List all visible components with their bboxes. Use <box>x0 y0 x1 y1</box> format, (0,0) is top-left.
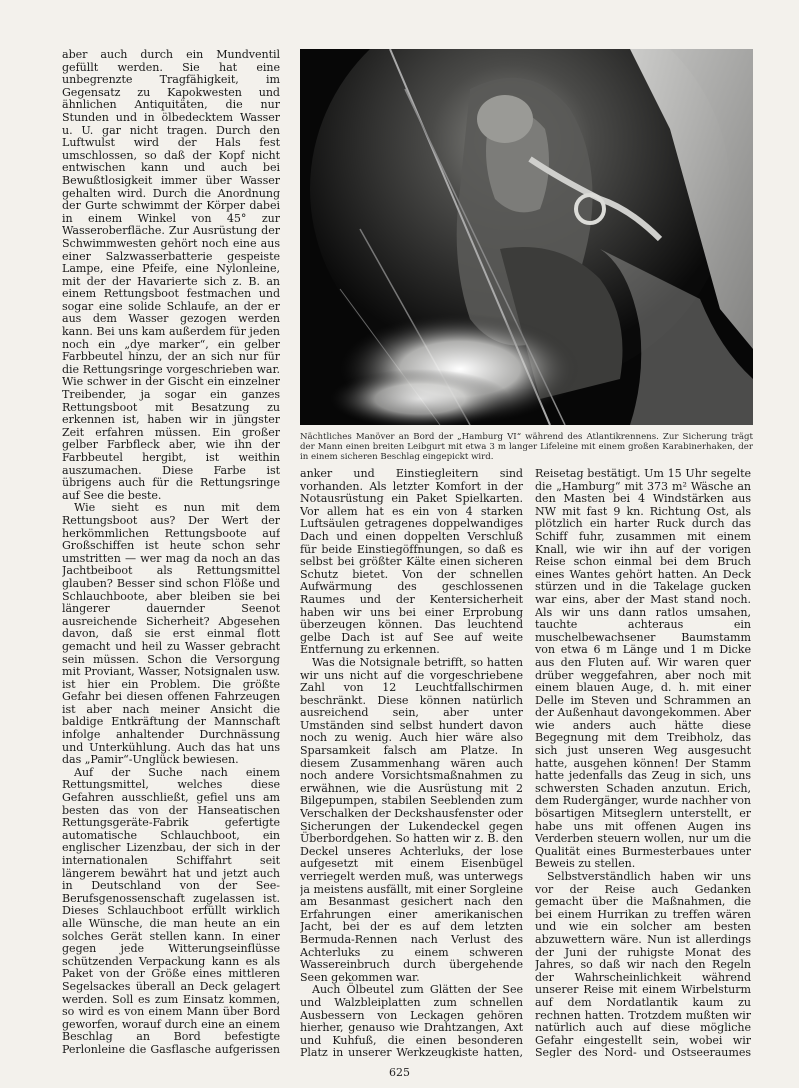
text-column-2 <box>300 468 523 1058</box>
photo-caption: Nächtliches Manöver an Bord der „Hamburg VI“ während des Atlantikrennens. Zur Sicherung trägt der Mann einen breiten Leibgurt mit etwa 3 m langer Lifeleine mit einem großen Karabinerhaken, der in einem sicheren Beschlag eingepickt wird. <box>300 432 753 462</box>
paragraph: Reisetag bestätigt. Um 15 Uhr segelte die „Hamburg“ mit 373 m² Wäsche an den Masten bei 4 Windstärken aus NW mit fast 9 kn. Richtung Ost, als plötzlich ein harter Ruck durch das Schiff fuhr, zusammen mit einem Knall, wie wir ihn auf der vorigen Reise schon einmal bei dem Bruch eines Wantes gehört hatten. An Deck stürzen und in die Takelage gucken war eins, aber der Mast stand noch. Als wir uns dann ratlos umsahen, tauchte achteraus ein muschelbewachsener Baumstamm von etwa 6 m Länge und 1 m Dicke aus den Fluten auf. Wir waren quer drüber weggefahren, aber noch mit einem blauen Auge, d. h. mit einer Delle im Steven und Schrammen an der Außenhaut davongekommen. Aber wie anders auch hätte diese Begegnung mit dem Treibholz, das sich just unseren Weg ausgesucht hatte, ausgehen können! Der Stamm hatte jedenfalls das Zeug in sich, uns schwersten Schaden anzutun. Erich, dem Rudergänger, wurde nachher von bösartigen Mitseglern unterstellt, er habe uns mit offenen Augen ins Verderben steuern wollen, nur um die Qualität eines Burmesterbaues unter Beweis zu stellen. <box>535 468 751 871</box>
paragraph: Was die Notsignale betrifft, so hatten wir uns nicht auf die vorgeschriebene Zahl von 12 Leuchtfallschirmen beschränkt. Diese können natürlich ausreichend sein, aber unter Umständen sind selbst hundert davon noch zu wenig. Auch hier wäre also Sparsamkeit falsch am Platze. In diesem Zusammenhang wären auch noch andere Vorsichtsmaßnahmen zu erwähnen, wie die Ausrüstung mit 2 Bilgepumpen, stabilen Seeblenden zum Verschalken der Deckshausfenster oder Sicherungen der Lukendeckel gegen Überbordgehen. So hatten wir z. B. den Deckel unseres Achterluks, der lose aufgesetzt mit einem Eisenbügel verriegelt werden muß, was unterwegs ja meistens ausfällt, mit einer Sorgleine am Besanmast gesichert nach den Erfahrungen einer amerikanischen Jacht, bei der es auf dem letzten Bermuda-Rennen nach Verlust des Achterluks zu einem schweren Wassereinbruch durch übergehende Seen gekommen war. <box>300 655 523 984</box>
paragraph: Auch Ölbeutel zum Glätten der See und Walzbleiplatten zum schnellen Ausbessern von Leckagen gehören hierher, genauso wie Drahtzangen, Axt und Kuhfuß, die einen besonderen Platz in unserer Werkzeugkiste hatten, <box>300 983 523 1058</box>
paragraph: Selbstverständlich haben wir uns vor der Reise auch Gedanken gemacht über die Maßnahmen, die bei einem Hurrikan zu treffen wären und wie ein solcher am besten abzuwettern wäre. Nun ist allerdings der Juni der ruhigste Monat des Jahres, so daß wir nach den Regeln der Wahrscheinlichkeit während unserer Reise mit einem Wirbelsturm auf dem Nordatlantik kaum zu rechnen hatten. Trotzdem mußten wir natürlich auch auf diese mögliche Gefahr eingestellt sein, wobei wir Segler des Nord- und Ostseeraumes <box>535 870 751 1058</box>
paragraph: anker und Einstiegleitern sind vorhanden. Als letzter Komfort in der Notausrüstung ein Paket Spielkarten. Vor allem hat es ein von 4 starken Luftsäulen getragenes doppelwandiges Dach und einen doppelten Verschluß für beide Einstiegöffnungen, so daß es selbst bei größter Kälte einen sicheren Schutz bietet. Von der schnellen Aufwärmung des geschlossenen Raumes und der Kentersicherheit haben wir uns bei einer Erprobung überzeugen können. Das leuchtend gelbe Dach ist auf See auf weite Entfernung zu erkennen. <box>300 468 523 657</box>
text-column-3 <box>535 468 751 1058</box>
page-number: 625 <box>389 1066 410 1079</box>
paragraph: Auf der Suche nach einem Rettungsmittel, welches diese Gefahren ausschließt, gefiel uns am besten das von der Hanseatischen Rettungsgeräte-Fabrik gefertigte automatische Schlauchboot, ein englischer Lizenzbau, der sich in der internationalen Schiffahrt seit längerem bewährt hat und jetzt auch in Deutschland von der See-Berufsgenossenschaft zugelassen ist. Dieses Schlauchboot erfüllt wirklich alle Wünsche, die man heute an ein solches Gerät stellen kann. In einer gegen jede Witterungseinflüsse schützenden Verpackung kann es als Paket von der Größe eines mittleren Segelsackes überall an Deck gelagert werden. Soll es zum Einsatz kommen, so wird es von einem Mann über Bord geworfen, worauf durch eine an einem Beschlag an Bord befestigte Perlonleine die Gasflasche aufgerissen <box>62 765 280 1056</box>
text-column-1 <box>62 49 280 1057</box>
paragraph: Wie sieht es nun mit dem Rettungsboot aus? Der Wert der herkömmlichen Rettungsboote auf Großschiffen ist heute schon sehr umstritten — wer mag da noch an das Jachtbeiboot als Rettungsmittel glauben? Besser sind schon Flöße und Schlauchboote, aber bleiben sie bei längerer dauernder Seenot ausreichende Sicherheit? Abgesehen davon, daß sie erst einmal flott gemacht und heil zu Wasser gebracht sein müssen. Schon die Versorgung mit Proviant, Wasser, Notsignalen usw. ist hier ein Problem. Die größte Gefahr bei diesen offenen Fahrzeugen ist aber nach meiner Ansicht die baldige Entkräftung der Mannschaft infolge anhaltender Durchnässung und Unterkühlung. Auch das hat uns das „Pamir“-Unglück bewiesen. <box>62 501 280 767</box>
paragraph: aber auch durch ein Mundventil gefüllt werden. Sie hat eine unbegrenzte Tragfähigkeit, im Gegensatz zu Kapokwesten und ähnlichen Antiquitäten, die nur Stunden und in ölbedecktem Wasser u. U. gar nicht tragen. Durch den Luftwulst wird der Hals fest umschlossen, so daß der Kopf nicht entwischen kann und auch bei Bewußtlosigkeit immer über Wasser gehalten wird. Durch die Anordnung der Gurte schwimmt der Körper dabei in einem Winkel von 45° zur Wasseroberfläche. Zur Ausrüstung der Schwimmwesten gehört noch eine aus einer Salzwasserbatterie gespeiste Lampe, eine Pfeife, eine Nylonleine, mit der der Havarierte sich z. B. an einem Rettungsboot festmachen und sogar eine solide Schlaufe, an der er aus dem Wasser gezogen werden kann. Bei uns kam außerdem für jeden noch ein „dye marker“, ein gelber Farbbeutel hinzu, der an sich nur für die Rettungsringe vorgeschrieben war. Wie schwer in der Gischt ein einzelner Treibender, ja sogar ein ganzes Rettungsboot mit Besatzung zu erkennen ist, haben wir in jüngster Zeit erfahren müssen. Ein großer gelber Farbfleck aber, wie ihn der Farbbeutel hergibt, ist weithin auszumachen. Diese Farbe ist übrigens auch für die Rettungsringe auf See die beste. <box>62 49 280 502</box>
night-maneuver-photo <box>300 49 753 425</box>
